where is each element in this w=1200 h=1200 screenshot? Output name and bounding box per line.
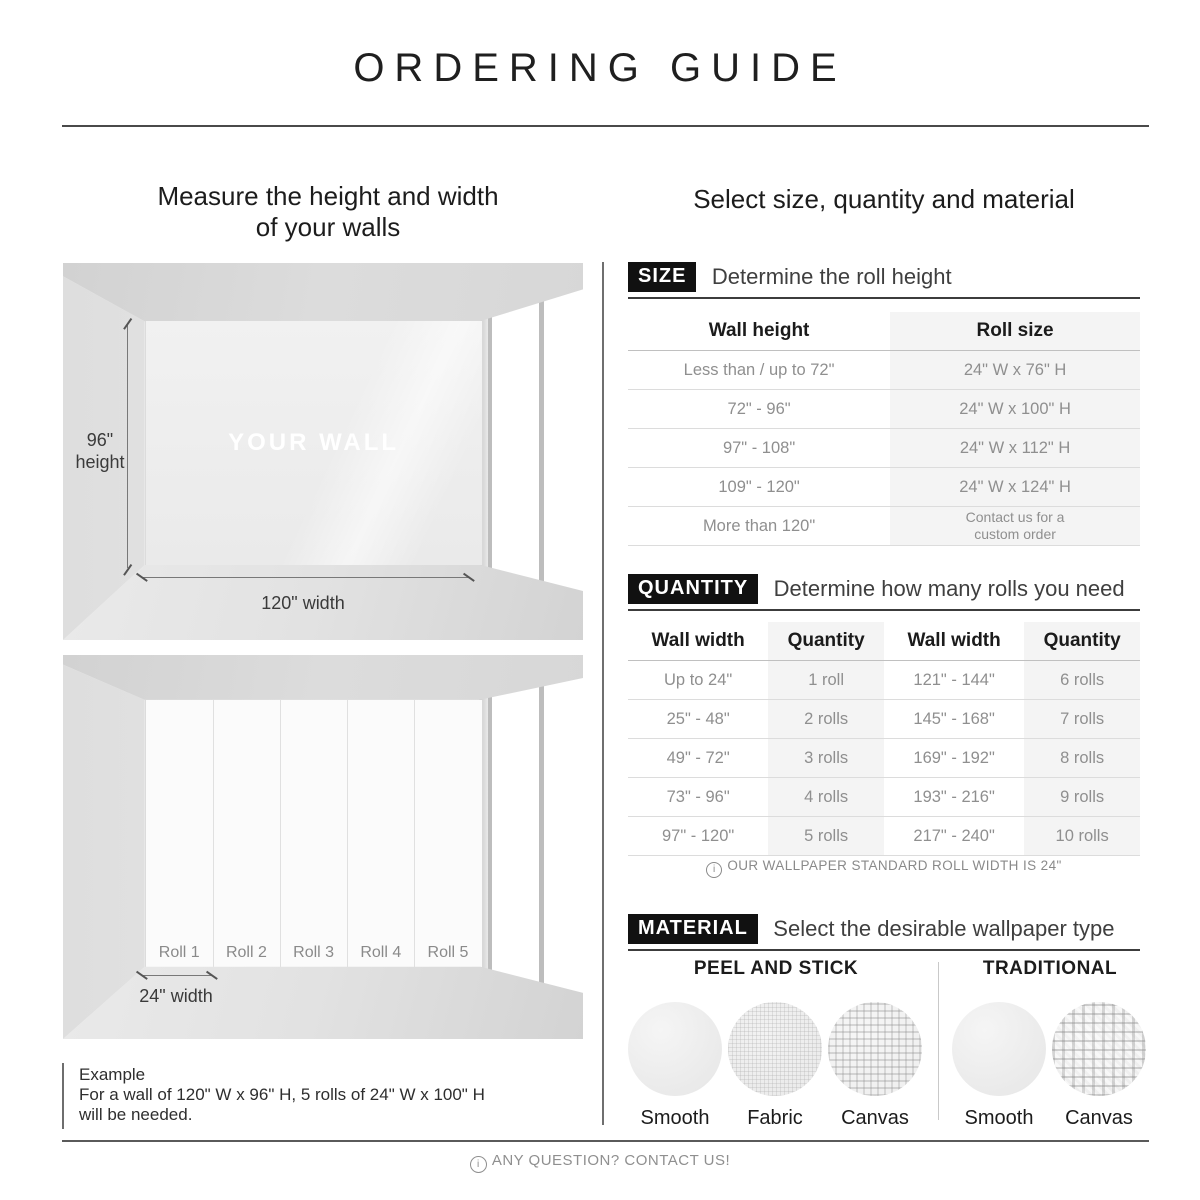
roll-size-cell: 24" W x 100" H (890, 390, 1140, 428)
table-row (628, 739, 1140, 778)
table-row (628, 429, 1140, 468)
table-row (628, 778, 1140, 817)
wall-height-cell: More than 120" (702, 516, 816, 535)
wall-width-cell: 193" - 216" (913, 787, 995, 806)
quantity-section-header (628, 574, 1140, 611)
roll-panel-separator (347, 700, 348, 967)
swatch-row (628, 1002, 924, 1096)
quantity-cell: 7 rolls (1024, 700, 1140, 738)
wall-height-cell: 97" - 108" (722, 438, 796, 457)
size-table (628, 312, 1140, 546)
roll-size-cell: 24" W x 76" H (890, 351, 1140, 389)
note-text: OUR WALLPAPER STANDARD ROLL WIDTH IS 24" (727, 858, 1062, 873)
swatch-label: Smooth (640, 1107, 710, 1129)
example-note (62, 1063, 485, 1129)
right-column-heading: Select size, quantity and material (693, 184, 1075, 214)
height-value: 96" (86, 430, 114, 450)
quantity-cell: 9 rolls (1024, 778, 1140, 816)
table-row (628, 661, 1140, 700)
column-divider (602, 262, 604, 1125)
quantity-table-header (628, 622, 1140, 661)
table-row (628, 390, 1140, 429)
room-illustration-your-wall (63, 263, 583, 640)
swatch-label: Smooth (964, 1107, 1034, 1129)
quantity-cell: 3 rolls (768, 739, 884, 777)
left-heading-line2: of your walls (255, 212, 401, 242)
quantity-cell: 4 rolls (768, 778, 884, 816)
quantity-table (628, 622, 1140, 856)
page-title: ORDERING GUIDE (353, 46, 847, 90)
col-header-wall-height: Wall height (708, 320, 810, 341)
example-title: Example (79, 1065, 146, 1084)
roll-panel-label: Roll 4 (360, 943, 402, 961)
table-row (628, 351, 1140, 390)
example-line1: For a wall of 120" W x 96" H, 5 rolls of 24" W x 100" H (79, 1085, 485, 1104)
material-section-header (628, 914, 1140, 951)
footer-note (0, 1152, 1200, 1173)
roll-panel-separator (414, 700, 415, 967)
wall-height-cell: 109" - 120" (718, 477, 800, 496)
wall-width-cell: 145" - 168" (913, 709, 995, 728)
quantity-description: Determine how many rolls you need (773, 576, 1125, 601)
quantity-cell: 8 rolls (1024, 739, 1140, 777)
footer-divider (62, 1140, 1149, 1142)
roll-panel-separator (213, 700, 214, 967)
wall-width-dimension: 120" width (261, 593, 345, 613)
size-badge: SIZE (628, 262, 696, 292)
material-group-traditional (952, 958, 1148, 1130)
size-table-header (628, 312, 1140, 351)
height-word: height (75, 452, 125, 472)
swatch-labels (952, 1107, 1148, 1130)
size-description: Determine the roll height (711, 264, 952, 289)
swatch-label: Canvas (1065, 1107, 1133, 1129)
roll-width-dimension-line (142, 975, 211, 976)
quantity-badge: QUANTITY (628, 574, 758, 604)
roll-panels-wall (145, 700, 483, 967)
roll-panel-label: Roll 3 (293, 943, 335, 961)
wall-height-dimension (63, 429, 137, 473)
roll-panel-separator (280, 700, 281, 967)
roll-panel-label: Roll 5 (427, 943, 469, 961)
roll-size-cell: Contact us for a custom order (965, 508, 1065, 542)
title-divider (62, 125, 1149, 127)
swatch-labels (628, 1107, 924, 1130)
info-icon: i (706, 862, 722, 878)
roll-width-note (628, 858, 1140, 878)
swatch-smooth-peel (628, 1002, 722, 1096)
wall-height-cell: 72" - 96" (727, 399, 791, 418)
quantity-cell: 5 rolls (768, 817, 884, 855)
table-row (628, 468, 1140, 507)
material-group-peel-and-stick (628, 958, 924, 1130)
wall-height-cell: Less than / up to 72" (683, 360, 835, 379)
swatch-smooth-traditional (952, 1002, 1046, 1096)
quantity-cell: 6 rolls (1024, 661, 1140, 699)
table-row (628, 817, 1140, 856)
info-icon: i (470, 1156, 487, 1173)
material-group-title: TRADITIONAL (982, 958, 1118, 979)
wall-width-cell: 121" - 144" (913, 670, 995, 689)
your-wall-surface (145, 321, 483, 565)
swatch-label: Fabric (747, 1107, 803, 1129)
material-group-divider (938, 962, 939, 1120)
swatch-canvas-traditional (1052, 1002, 1146, 1096)
quantity-cell: 2 rolls (768, 700, 884, 738)
width-dimension-line (142, 577, 468, 578)
col-header-roll-size: Roll size (890, 312, 1140, 350)
left-column-heading (58, 181, 598, 243)
quantity-cell: 10 rolls (1024, 817, 1140, 855)
size-section-header (628, 262, 1140, 299)
material-description: Select the desirable wallpaper type (773, 916, 1115, 941)
wall-width-cell: 169" - 192" (913, 748, 995, 767)
table-row (628, 507, 1140, 546)
swatch-canvas-peel (828, 1002, 922, 1096)
col-header-quantity: Quantity (1024, 622, 1140, 660)
table-row (628, 700, 1140, 739)
col-header-wall-width: Wall width (907, 630, 1001, 651)
roll-panel-label: Roll 1 (158, 943, 200, 961)
room-illustration-rolls (63, 655, 583, 1039)
roll-panel-label: Roll 2 (225, 943, 267, 961)
wall-width-cell: 73" - 96" (666, 787, 730, 806)
footer-text: ANY QUESTION? CONTACT US! (491, 1152, 731, 1169)
col-header-wall-width: Wall width (651, 630, 745, 651)
example-line2: will be needed. (79, 1105, 193, 1124)
wall-width-cell: 49" - 72" (666, 748, 730, 767)
swatch-label: Canvas (841, 1107, 909, 1129)
wall-width-cell: 25" - 48" (666, 709, 730, 728)
roll-labels-row (146, 944, 482, 962)
wall-width-cell: Up to 24" (664, 670, 733, 689)
quantity-cell: 1 roll (768, 661, 884, 699)
material-group-title: PEEL AND STICK (693, 958, 859, 979)
swatch-row (952, 1002, 1148, 1096)
roll-size-cell: 24" W x 112" H (890, 429, 1140, 467)
roll-width-dimension: 24" width (139, 986, 213, 1006)
wall-width-cell: 217" - 240" (913, 826, 995, 845)
your-wall-label: YOUR WALL (228, 429, 400, 457)
left-heading-line1: Measure the height and width (157, 181, 499, 211)
wall-width-cell: 97" - 120" (662, 826, 735, 845)
swatch-fabric-peel (728, 1002, 822, 1096)
material-badge: MATERIAL (628, 914, 758, 944)
col-header-quantity: Quantity (768, 622, 884, 660)
roll-size-cell: 24" W x 124" H (890, 468, 1140, 506)
